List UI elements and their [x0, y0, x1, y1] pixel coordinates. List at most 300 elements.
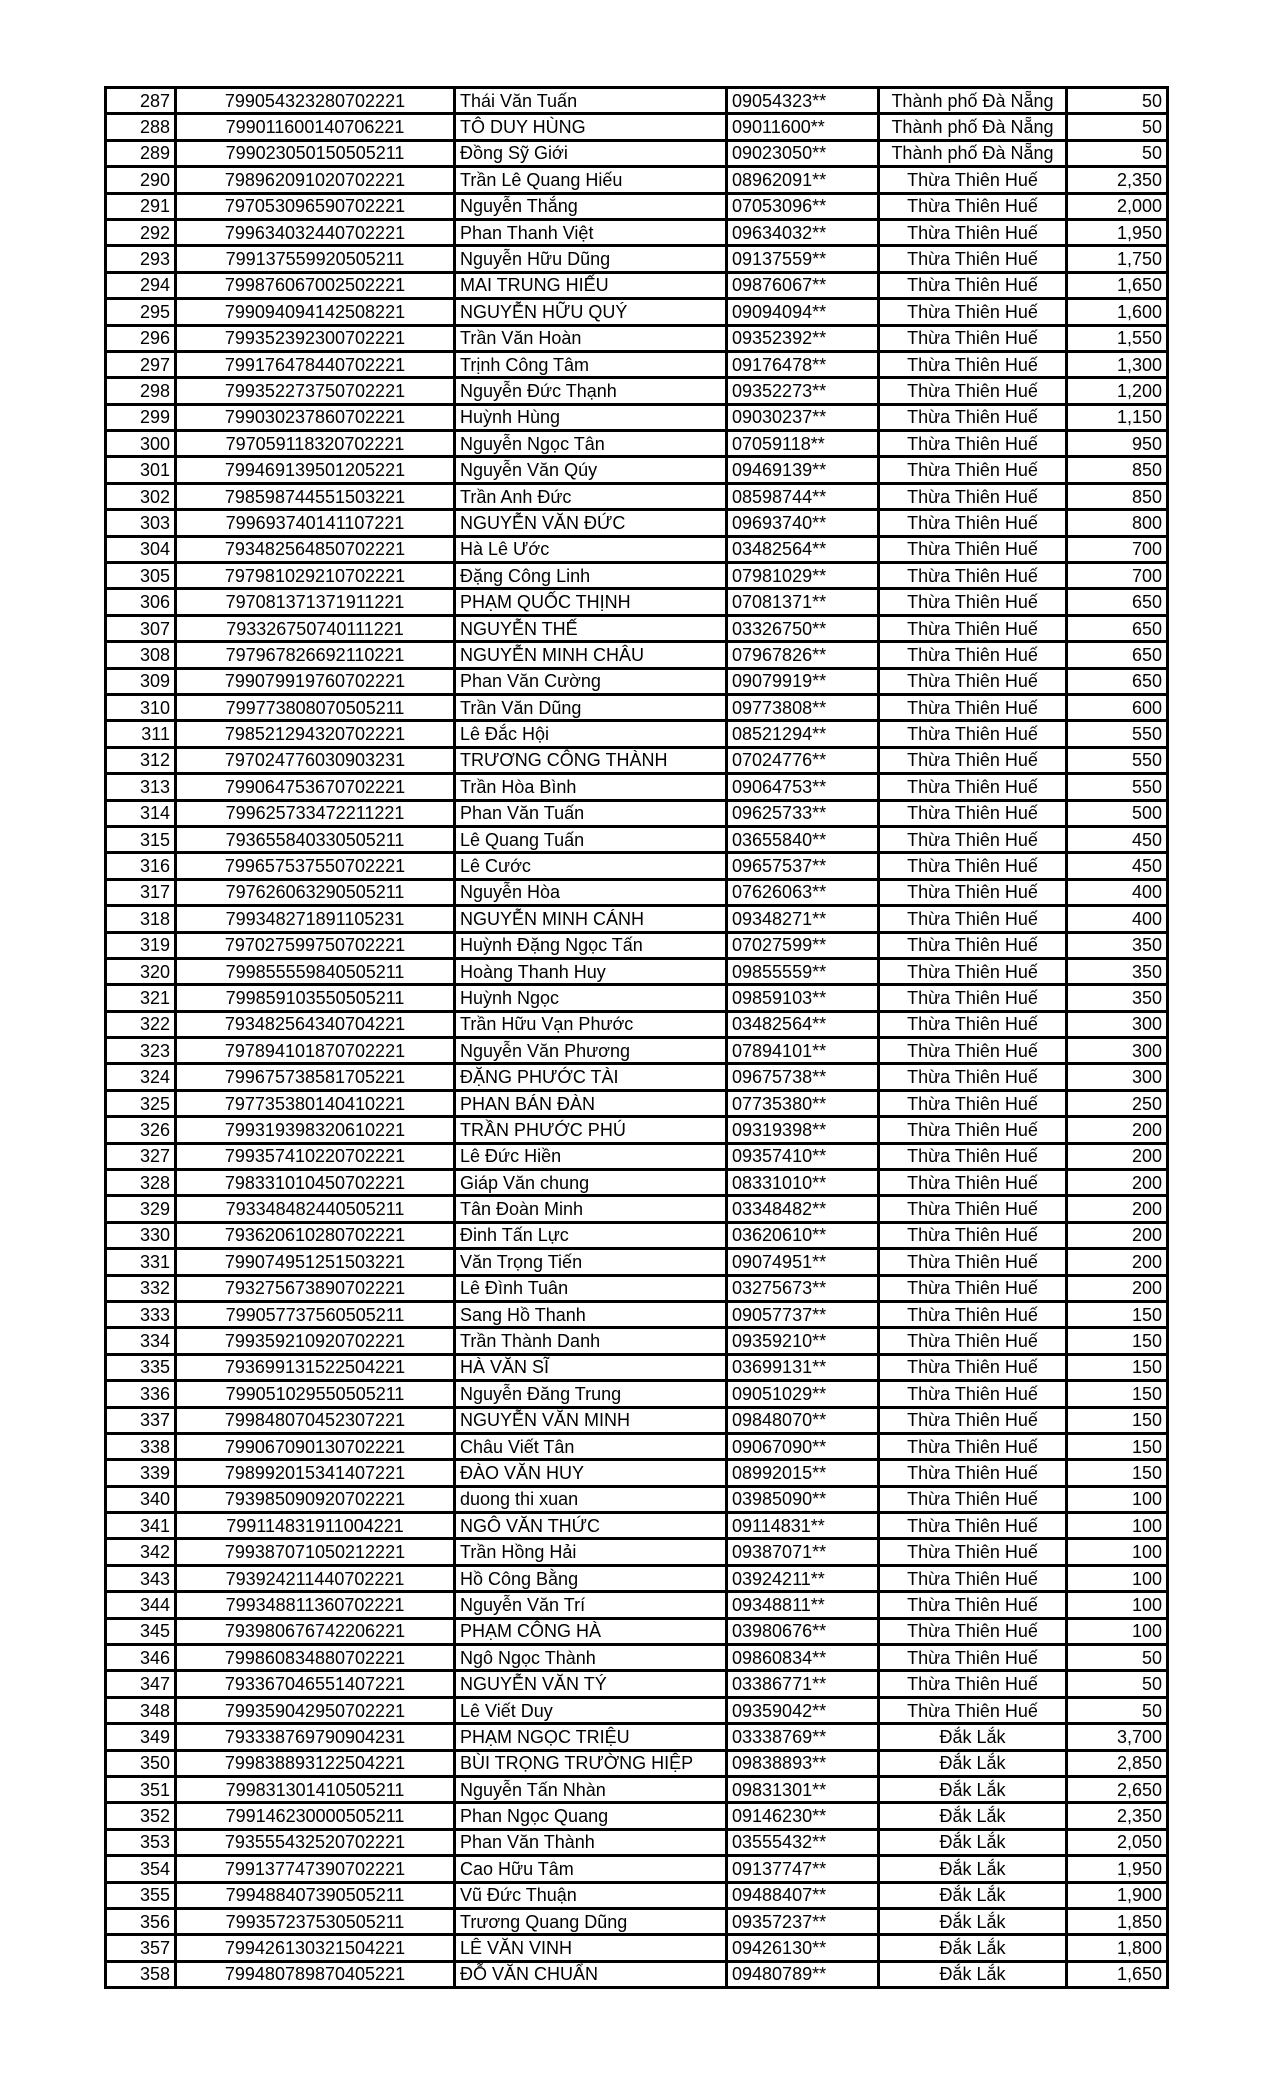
table-row [106, 219, 1168, 245]
amount-cell: 850 [1067, 457, 1168, 483]
phone-masked-cell: 03275673** [727, 1275, 879, 1301]
full-name-cell: Phan Văn Thành [455, 1829, 727, 1855]
phone-masked-cell: 09357410** [727, 1143, 879, 1169]
phone-masked-cell: 09352273** [727, 378, 879, 404]
amount-cell: 1,950 [1067, 1856, 1168, 1882]
row-number-cell: 290 [106, 167, 176, 193]
full-name-cell: Trần Văn Dũng [455, 694, 727, 720]
full-name-cell: Vũ Đức Thuận [455, 1882, 727, 1908]
phone-masked-cell: 09051029** [727, 1381, 879, 1407]
amount-cell: 500 [1067, 800, 1168, 826]
province-cell: Thừa Thiên Huế [879, 721, 1067, 747]
phone-masked-cell: 07024776** [727, 747, 879, 773]
amount-cell: 1,800 [1067, 1935, 1168, 1961]
amount-cell: 150 [1067, 1354, 1168, 1380]
province-cell: Thừa Thiên Huế [879, 351, 1067, 377]
amount-cell: 200 [1067, 1143, 1168, 1169]
row-number-cell: 316 [106, 853, 176, 879]
table-row [106, 615, 1168, 641]
row-number-cell: 299 [106, 404, 176, 430]
province-cell: Thừa Thiên Huế [879, 1064, 1067, 1090]
table-row [106, 431, 1168, 457]
row-number-cell: 308 [106, 642, 176, 668]
amount-cell: 2,000 [1067, 193, 1168, 219]
province-cell: Đắk Lắk [879, 1856, 1067, 1882]
province-cell: Thừa Thiên Huế [879, 615, 1067, 641]
province-cell: Thừa Thiên Huế [879, 1618, 1067, 1644]
amount-cell: 1,300 [1067, 351, 1168, 377]
row-number-cell: 311 [106, 721, 176, 747]
province-cell: Thừa Thiên Huế [879, 246, 1067, 272]
table-row [106, 1301, 1168, 1327]
phone-masked-cell: 09387071** [727, 1539, 879, 1565]
amount-cell: 350 [1067, 958, 1168, 984]
row-number-cell: 304 [106, 536, 176, 562]
id-number-cell: 797981029210702221 [176, 563, 455, 589]
full-name-cell: Trịnh Công Tâm [455, 351, 727, 377]
full-name-cell: HÀ VĂN SĨ [455, 1354, 727, 1380]
amount-cell: 800 [1067, 510, 1168, 536]
table-row [106, 1117, 1168, 1143]
id-number-cell: 797735380140410221 [176, 1090, 455, 1116]
id-number-cell: 793482564340704221 [176, 1011, 455, 1037]
amount-cell: 250 [1067, 1090, 1168, 1116]
amount-cell: 1,650 [1067, 1961, 1168, 1987]
id-number-cell: 799030237860702221 [176, 404, 455, 430]
full-name-cell: Trần Anh Đức [455, 483, 727, 509]
amount-cell: 650 [1067, 589, 1168, 615]
full-name-cell: LÊ VĂN VINH [455, 1935, 727, 1961]
table-row [106, 747, 1168, 773]
amount-cell: 400 [1067, 879, 1168, 905]
phone-masked-cell: 07626063** [727, 879, 879, 905]
province-cell: Thừa Thiên Huế [879, 694, 1067, 720]
row-number-cell: 291 [106, 193, 176, 219]
phone-masked-cell: 09054323** [727, 88, 879, 114]
full-name-cell: Lê Quang Tuấn [455, 826, 727, 852]
id-number-cell: 799319398320610221 [176, 1117, 455, 1143]
phone-masked-cell: 07735380** [727, 1090, 879, 1116]
amount-cell: 1,750 [1067, 246, 1168, 272]
amount-cell: 100 [1067, 1513, 1168, 1539]
table-row [106, 879, 1168, 905]
amount-cell: 2,050 [1067, 1829, 1168, 1855]
table-row [106, 1275, 1168, 1301]
province-cell: Thừa Thiên Huế [879, 325, 1067, 351]
amount-cell: 200 [1067, 1275, 1168, 1301]
amount-cell: 300 [1067, 1064, 1168, 1090]
province-cell: Thừa Thiên Huế [879, 932, 1067, 958]
full-name-cell: Tân Đoàn Minh [455, 1196, 727, 1222]
id-number-cell: 799469139501205221 [176, 457, 455, 483]
phone-masked-cell: 03326750** [727, 615, 879, 641]
row-number-cell: 325 [106, 1090, 176, 1116]
row-number-cell: 326 [106, 1117, 176, 1143]
amount-cell: 2,350 [1067, 167, 1168, 193]
row-number-cell: 297 [106, 351, 176, 377]
full-name-cell: Nguyễn Thắng [455, 193, 727, 219]
row-number-cell: 300 [106, 431, 176, 457]
phone-masked-cell: 09469139** [727, 457, 879, 483]
row-number-cell: 323 [106, 1038, 176, 1064]
phone-masked-cell: 07053096** [727, 193, 879, 219]
full-name-cell: TRẦN PHƯỚC PHÚ [455, 1117, 727, 1143]
phone-masked-cell: 09348271** [727, 906, 879, 932]
table-row [106, 88, 1168, 114]
full-name-cell: Phan Ngọc Quang [455, 1803, 727, 1829]
phone-masked-cell: 08331010** [727, 1170, 879, 1196]
phone-masked-cell: 07981029** [727, 563, 879, 589]
province-cell: Thừa Thiên Huế [879, 668, 1067, 694]
full-name-cell: NGUYỄN THẾ [455, 615, 727, 641]
table-row [106, 1407, 1168, 1433]
row-number-cell: 336 [106, 1381, 176, 1407]
row-number-cell: 339 [106, 1460, 176, 1486]
amount-cell: 650 [1067, 642, 1168, 668]
row-number-cell: 320 [106, 958, 176, 984]
amount-cell: 300 [1067, 1038, 1168, 1064]
table-row [106, 1328, 1168, 1354]
row-number-cell: 347 [106, 1671, 176, 1697]
phone-masked-cell: 09488407** [727, 1882, 879, 1908]
phone-masked-cell: 09426130** [727, 1935, 879, 1961]
id-number-cell: 799348811360702221 [176, 1592, 455, 1618]
id-number-cell: 799488407390505211 [176, 1882, 455, 1908]
province-cell: Thừa Thiên Huế [879, 1539, 1067, 1565]
table-row [106, 1961, 1168, 1987]
province-cell: Thừa Thiên Huế [879, 747, 1067, 773]
phone-masked-cell: 09838893** [727, 1750, 879, 1776]
row-number-cell: 306 [106, 589, 176, 615]
province-cell: Thừa Thiên Huế [879, 1196, 1067, 1222]
full-name-cell: Huỳnh Đặng Ngọc Tấn [455, 932, 727, 958]
table-row [106, 694, 1168, 720]
amount-cell: 150 [1067, 1460, 1168, 1486]
amount-cell: 1,950 [1067, 219, 1168, 245]
full-name-cell: Nguyễn Văn Trí [455, 1592, 727, 1618]
amount-cell: 200 [1067, 1222, 1168, 1248]
table-row [106, 826, 1168, 852]
id-number-cell: 799359210920702221 [176, 1328, 455, 1354]
table-row [106, 140, 1168, 166]
province-cell: Thừa Thiên Huế [879, 563, 1067, 589]
id-number-cell: 799838893122504221 [176, 1750, 455, 1776]
full-name-cell: PHẠM NGỌC TRIỆU [455, 1724, 727, 1750]
phone-masked-cell: 03482564** [727, 536, 879, 562]
row-number-cell: 319 [106, 932, 176, 958]
id-number-cell: 799352273750702221 [176, 378, 455, 404]
province-cell: Thừa Thiên Huế [879, 1433, 1067, 1459]
phone-masked-cell: 07967826** [727, 642, 879, 668]
id-number-cell: 793482564850702221 [176, 536, 455, 562]
province-cell: Thừa Thiên Huế [879, 1513, 1067, 1539]
amount-cell: 100 [1067, 1486, 1168, 1512]
id-number-cell: 797894101870702221 [176, 1038, 455, 1064]
province-cell: Thành phố Đà Nẵng [879, 88, 1067, 114]
row-number-cell: 340 [106, 1486, 176, 1512]
id-number-cell: 799057737560505211 [176, 1301, 455, 1327]
amount-cell: 150 [1067, 1433, 1168, 1459]
table-row [106, 114, 1168, 140]
id-number-cell: 799051029550505211 [176, 1381, 455, 1407]
id-number-cell: 799773808070505211 [176, 694, 455, 720]
table-row [106, 1882, 1168, 1908]
data-table [104, 86, 1169, 1989]
phone-masked-cell: 09480789** [727, 1961, 879, 1987]
full-name-cell: NGÔ VĂN THỨC [455, 1513, 727, 1539]
province-cell: Thừa Thiên Huế [879, 1090, 1067, 1116]
full-name-cell: Sang Hồ Thanh [455, 1301, 727, 1327]
row-number-cell: 344 [106, 1592, 176, 1618]
table-row [106, 1908, 1168, 1934]
table-row [106, 721, 1168, 747]
table-row [106, 1539, 1168, 1565]
table-row [106, 483, 1168, 509]
province-cell: Thừa Thiên Huế [879, 167, 1067, 193]
id-number-cell: 799831301410505211 [176, 1777, 455, 1803]
phone-masked-cell: 08598744** [727, 483, 879, 509]
province-cell: Thừa Thiên Huế [879, 219, 1067, 245]
table-row [106, 351, 1168, 377]
province-cell: Thừa Thiên Huế [879, 378, 1067, 404]
table-row [106, 1777, 1168, 1803]
id-number-cell: 799352392300702221 [176, 325, 455, 351]
province-cell: Thừa Thiên Huế [879, 193, 1067, 219]
table-row [106, 1565, 1168, 1591]
full-name-cell: Ngô Ngọc Thành [455, 1645, 727, 1671]
id-number-cell: 798521294320702221 [176, 721, 455, 747]
row-number-cell: 287 [106, 88, 176, 114]
table-row [106, 1935, 1168, 1961]
province-cell: Đắk Lắk [879, 1803, 1067, 1829]
amount-cell: 450 [1067, 826, 1168, 852]
row-number-cell: 357 [106, 1935, 176, 1961]
amount-cell: 850 [1067, 483, 1168, 509]
row-number-cell: 307 [106, 615, 176, 641]
id-number-cell: 797081371371911221 [176, 589, 455, 615]
id-number-cell: 797967826692110221 [176, 642, 455, 668]
row-number-cell: 310 [106, 694, 176, 720]
phone-masked-cell: 09074951** [727, 1249, 879, 1275]
province-cell: Đắk Lắk [879, 1750, 1067, 1776]
phone-masked-cell: 03924211** [727, 1565, 879, 1591]
province-cell: Thừa Thiên Huế [879, 1328, 1067, 1354]
table-row [106, 299, 1168, 325]
amount-cell: 200 [1067, 1170, 1168, 1196]
row-number-cell: 333 [106, 1301, 176, 1327]
full-name-cell: Đồng Sỹ Giới [455, 140, 727, 166]
phone-masked-cell: 03655840** [727, 826, 879, 852]
province-cell: Thừa Thiên Huế [879, 299, 1067, 325]
id-number-cell: 799357237530505211 [176, 1908, 455, 1934]
table-row [106, 1433, 1168, 1459]
row-number-cell: 331 [106, 1249, 176, 1275]
id-number-cell: 793555432520702221 [176, 1829, 455, 1855]
province-cell: Thừa Thiên Huế [879, 536, 1067, 562]
row-number-cell: 298 [106, 378, 176, 404]
full-name-cell: Đinh Tấn Lực [455, 1222, 727, 1248]
province-cell: Thừa Thiên Huế [879, 1671, 1067, 1697]
table-row [106, 1170, 1168, 1196]
phone-masked-cell: 03338769** [727, 1724, 879, 1750]
full-name-cell: Trần Thành Danh [455, 1328, 727, 1354]
phone-masked-cell: 07059118** [727, 431, 879, 457]
province-cell: Thừa Thiên Huế [879, 1222, 1067, 1248]
full-name-cell: Nguyễn Đăng Trung [455, 1381, 727, 1407]
phone-masked-cell: 09831301** [727, 1777, 879, 1803]
phone-masked-cell: 09023050** [727, 140, 879, 166]
full-name-cell: NGUYỄN MINH CÁNH [455, 906, 727, 932]
table-body [106, 88, 1168, 1988]
table-row [106, 1697, 1168, 1723]
full-name-cell: NGUYỄN MINH CHÂU [455, 642, 727, 668]
id-number-cell: 797059118320702221 [176, 431, 455, 457]
province-cell: Thừa Thiên Huế [879, 1354, 1067, 1380]
table-row [106, 853, 1168, 879]
full-name-cell: Trần Hồng Hải [455, 1539, 727, 1565]
phone-masked-cell: 09855559** [727, 958, 879, 984]
amount-cell: 600 [1067, 694, 1168, 720]
province-cell: Đắk Lắk [879, 1724, 1067, 1750]
phone-masked-cell: 03386771** [727, 1671, 879, 1697]
phone-masked-cell: 08521294** [727, 721, 879, 747]
province-cell: Thừa Thiên Huế [879, 853, 1067, 879]
phone-masked-cell: 09079919** [727, 668, 879, 694]
id-number-cell: 799348271891105231 [176, 906, 455, 932]
table-row [106, 1090, 1168, 1116]
id-number-cell: 799693740141107221 [176, 510, 455, 536]
full-name-cell: Nguyễn Ngọc Tân [455, 431, 727, 457]
province-cell: Thừa Thiên Huế [879, 1381, 1067, 1407]
row-number-cell: 345 [106, 1618, 176, 1644]
amount-cell: 550 [1067, 721, 1168, 747]
amount-cell: 150 [1067, 1407, 1168, 1433]
id-number-cell: 793338769790904231 [176, 1724, 455, 1750]
full-name-cell: TRƯƠNG CÔNG THÀNH [455, 747, 727, 773]
id-number-cell: 799855559840505211 [176, 958, 455, 984]
phone-masked-cell: 09625733** [727, 800, 879, 826]
row-number-cell: 314 [106, 800, 176, 826]
table-row [106, 1460, 1168, 1486]
full-name-cell: Nguyễn Hữu Dũng [455, 246, 727, 272]
amount-cell: 650 [1067, 668, 1168, 694]
full-name-cell: duong thi xuan [455, 1486, 727, 1512]
id-number-cell: 799859103550505211 [176, 985, 455, 1011]
province-cell: Thừa Thiên Huế [879, 510, 1067, 536]
row-number-cell: 355 [106, 1882, 176, 1908]
id-number-cell: 798962091020702221 [176, 167, 455, 193]
id-number-cell: 793367046551407221 [176, 1671, 455, 1697]
full-name-cell: Huỳnh Hùng [455, 404, 727, 430]
province-cell: Thừa Thiên Huế [879, 985, 1067, 1011]
amount-cell: 2,650 [1067, 1777, 1168, 1803]
table-row [106, 774, 1168, 800]
phone-masked-cell: 09657537** [727, 853, 879, 879]
table-row [106, 642, 1168, 668]
row-number-cell: 338 [106, 1433, 176, 1459]
province-cell: Đắk Lắk [879, 1961, 1067, 1987]
id-number-cell: 798331010450702221 [176, 1170, 455, 1196]
full-name-cell: PHAN BÁN ĐÀN [455, 1090, 727, 1116]
phone-masked-cell: 09011600** [727, 114, 879, 140]
full-name-cell: NGUYỄN VĂN MINH [455, 1407, 727, 1433]
id-number-cell: 799625733472211221 [176, 800, 455, 826]
province-cell: Thừa Thiên Huế [879, 958, 1067, 984]
id-number-cell: 799848070452307221 [176, 1407, 455, 1433]
table-row [106, 457, 1168, 483]
amount-cell: 200 [1067, 1117, 1168, 1143]
row-number-cell: 356 [106, 1908, 176, 1934]
amount-cell: 100 [1067, 1592, 1168, 1618]
table-row [106, 1038, 1168, 1064]
id-number-cell: 798598744551503221 [176, 483, 455, 509]
amount-cell: 950 [1067, 431, 1168, 457]
province-cell: Thừa Thiên Huế [879, 1249, 1067, 1275]
full-name-cell: PHẠM QUỐC THỊNH [455, 589, 727, 615]
row-number-cell: 341 [106, 1513, 176, 1539]
id-number-cell: 799657537550702221 [176, 853, 455, 879]
phone-masked-cell: 09030237** [727, 404, 879, 430]
row-number-cell: 352 [106, 1803, 176, 1829]
province-cell: Thừa Thiên Huế [879, 1011, 1067, 1037]
row-number-cell: 334 [106, 1328, 176, 1354]
row-number-cell: 343 [106, 1565, 176, 1591]
table-row [106, 958, 1168, 984]
province-cell: Thừa Thiên Huế [879, 879, 1067, 905]
id-number-cell: 797024776030903231 [176, 747, 455, 773]
full-name-cell: Lê Viết Duy [455, 1697, 727, 1723]
table-row [106, 932, 1168, 958]
phone-masked-cell: 09057737** [727, 1301, 879, 1327]
province-cell: Đắk Lắk [879, 1829, 1067, 1855]
phone-masked-cell: 09634032** [727, 219, 879, 245]
row-number-cell: 309 [106, 668, 176, 694]
full-name-cell: TÔ DUY HÙNG [455, 114, 727, 140]
province-cell: Thừa Thiên Huế [879, 1301, 1067, 1327]
id-number-cell: 799011600140706221 [176, 114, 455, 140]
row-number-cell: 348 [106, 1697, 176, 1723]
full-name-cell: Lê Đắc Hội [455, 721, 727, 747]
full-name-cell: ĐẶNG PHƯỚC TÀI [455, 1064, 727, 1090]
province-cell: Thừa Thiên Huế [879, 1460, 1067, 1486]
id-number-cell: 799114831911004221 [176, 1513, 455, 1539]
phone-masked-cell: 07027599** [727, 932, 879, 958]
row-number-cell: 289 [106, 140, 176, 166]
amount-cell: 550 [1067, 747, 1168, 773]
province-cell: Thừa Thiên Huế [879, 800, 1067, 826]
phone-masked-cell: 08992015** [727, 1460, 879, 1486]
amount-cell: 700 [1067, 536, 1168, 562]
full-name-cell: Lê Đức Hiền [455, 1143, 727, 1169]
phone-masked-cell: 09675738** [727, 1064, 879, 1090]
phone-masked-cell: 09357237** [727, 1908, 879, 1934]
full-name-cell: Nguyễn Văn Qúy [455, 457, 727, 483]
full-name-cell: Lê Cước [455, 853, 727, 879]
province-cell: Thừa Thiên Huế [879, 1592, 1067, 1618]
phone-masked-cell: 03620610** [727, 1222, 879, 1248]
province-cell: Thừa Thiên Huế [879, 1407, 1067, 1433]
table-row [106, 800, 1168, 826]
amount-cell: 200 [1067, 1249, 1168, 1275]
province-cell: Thừa Thiên Huế [879, 1143, 1067, 1169]
amount-cell: 1,200 [1067, 378, 1168, 404]
row-number-cell: 313 [106, 774, 176, 800]
row-number-cell: 301 [106, 457, 176, 483]
table-row [106, 1618, 1168, 1644]
amount-cell: 450 [1067, 853, 1168, 879]
row-number-cell: 322 [106, 1011, 176, 1037]
amount-cell: 1,900 [1067, 1882, 1168, 1908]
